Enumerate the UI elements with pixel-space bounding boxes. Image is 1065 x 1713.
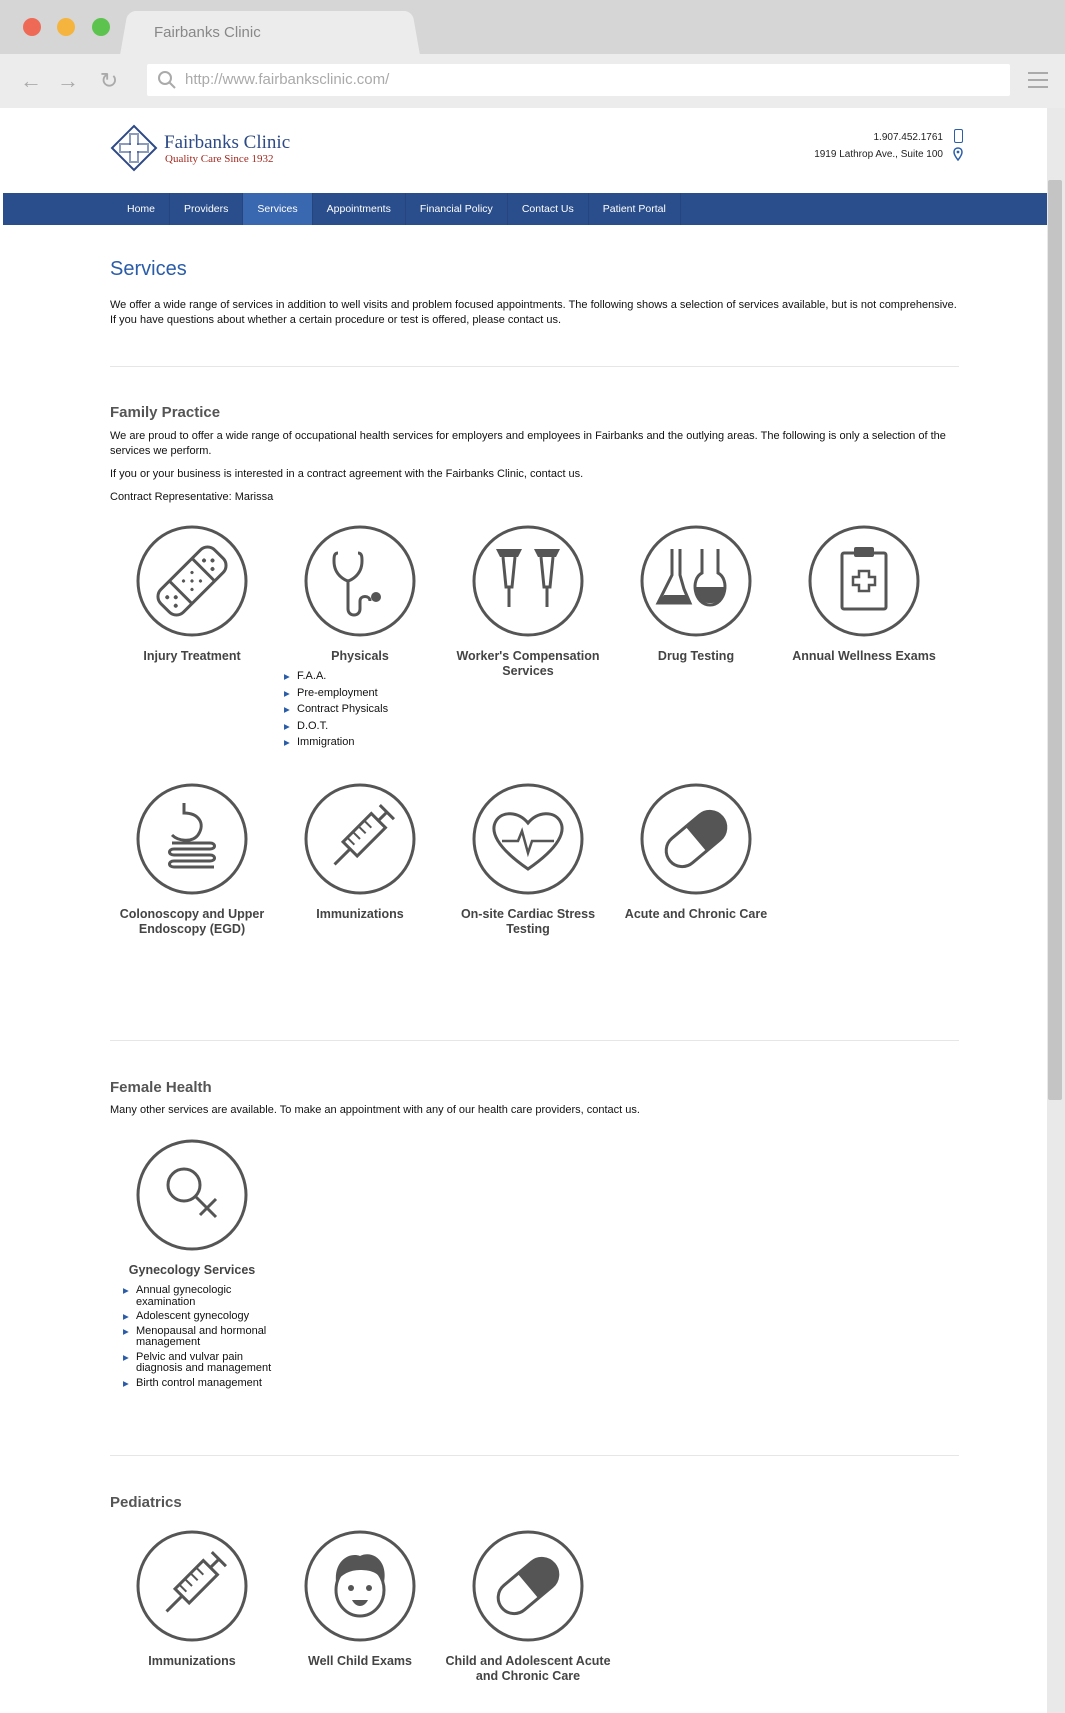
clinic-logo[interactable] [110,124,291,174]
service-well-child-exams[interactable] [276,1530,444,1669]
divider [110,1455,959,1456]
address[interactable]: 1919 Lathrop Ave., Suite 100 [814,149,943,160]
nav-contact-us[interactable]: Contact Us [508,193,589,225]
child-face-icon [304,1530,416,1642]
service-colonoscopy[interactable] [108,783,276,937]
close-window-button[interactable] [23,18,41,36]
section-title-female-health: Female Health [110,1079,212,1096]
service-acute-chronic-care[interactable] [612,783,780,922]
nav-appointments[interactable]: Appointments [313,193,406,225]
service-annual-wellness[interactable] [780,525,948,664]
logo-name: Fairbanks Clinic [164,132,291,153]
list-item: ▶ Contract Physicals [284,704,444,716]
scrollbar-thumb[interactable] [1048,180,1062,1100]
list-item: ▶ Pelvic and vulvar pain diagnosis and management [123,1352,276,1375]
divider [110,1040,959,1041]
flasks-icon [640,525,752,637]
list-item: ▶ Adolescent gynecology [123,1311,276,1323]
digestive-icon [136,783,248,895]
nav-patient-portal[interactable]: Patient Portal [589,193,681,225]
divider [110,366,959,367]
service-label: Colonoscopy and Upper Endoscopy (EGD) [119,907,265,936]
bandage-icon [136,525,248,637]
service-drug-testing[interactable] [612,525,780,664]
tab-bar [0,0,1065,54]
heart-ecg-icon [472,783,584,895]
female-symbol-icon [136,1139,248,1251]
female-health-intro: Many other services are available. To make an appointment with any of our health care providers, contact us. [110,1104,640,1116]
back-arrow-icon[interactable]: ← [20,68,42,93]
main-nav [3,193,1047,225]
nav-financial-policy[interactable]: Financial Policy [406,193,508,225]
family-practice-intro: We are proud to offer a wide range of occupational health services for employers and employees in Fairbanks and the outlying areas. The following is only a selection of the services we perform. [110,430,946,457]
phone-icon [954,129,963,143]
phone-number[interactable]: 1.907.452.1761 [873,132,943,143]
service-pediatric-immunizations[interactable] [108,1530,276,1669]
list-item: ▶ Menopausal and hormonal management [123,1326,276,1349]
service-label: Immunizations [148,1654,236,1668]
service-label: Immunizations [316,907,404,921]
service-physicals[interactable] [276,525,444,754]
browser-chrome [0,0,1065,108]
list-item: ▶ Annual gynecologic examination [123,1285,276,1308]
intro-text: We offer a wide range of services in addition to well visits and problem focused appointments. The following shows a selection of services available, but is not comprehensive. If you have questions about whether a certain procedure or test is offered, please contact us. [110,299,957,326]
pill-icon [640,783,752,895]
service-label: Drug Testing [657,649,735,663]
service-label: On-site Cardiac Stress Testing [460,907,596,936]
service-label: Gynecology Services [128,1263,256,1277]
nav-providers[interactable]: Providers [170,193,243,225]
page-viewport [3,108,1047,1710]
logo-cross-icon [110,124,158,172]
browser-menu-icon[interactable] [1028,72,1048,90]
service-label: Physicals [331,649,389,663]
url-text: http://www.fairbanksclinic.com/ [185,71,390,88]
nav-services[interactable]: Services [243,193,312,225]
reload-icon[interactable]: ↻ [99,68,119,93]
map-pin-icon [953,147,963,161]
gynecology-list [123,1285,276,1389]
list-item: ▶ Immigration [284,737,444,749]
list-item: ▶ D.O.T. [284,721,444,733]
service-injury-treatment[interactable] [108,525,276,664]
minimize-window-button[interactable] [57,18,75,36]
section-title-pediatrics: Pediatrics [110,1494,182,1511]
syringe-icon [304,783,416,895]
service-gynecology[interactable] [108,1139,276,1392]
pill-icon [472,1530,584,1642]
service-label: Acute and Chronic Care [624,907,768,921]
service-label: Annual Wellness Exams [792,649,936,663]
physicals-list [284,671,444,749]
tab-title: Fairbanks Clinic [154,24,261,41]
list-item: ▶ Pre-employment [284,688,444,700]
service-label: Well Child Exams [308,1654,412,1668]
browser-tab[interactable] [130,11,410,54]
service-label: Worker's Compensation Services [456,649,600,678]
service-immunizations[interactable] [276,783,444,922]
contract-representative: Contract Representative: Marissa [110,491,274,503]
service-child-acute-chronic-care[interactable] [444,1530,612,1684]
service-label: Injury Treatment [143,649,241,663]
service-label: Child and Adolescent Acute and Chronic Care [445,1654,611,1683]
logo-tagline: Quality Care Since 1932 [165,153,274,165]
stethoscope-icon [304,525,416,637]
browser-toolbar [0,54,1065,108]
crutches-icon [472,525,584,637]
list-item: ▶ Birth control management [123,1378,276,1390]
service-workers-comp[interactable] [444,525,612,679]
maximize-window-button[interactable] [92,18,110,36]
section-title-family-practice: Family Practice [110,404,221,421]
page-title: Services [110,258,187,280]
list-item: ▶ F.A.A. [284,671,444,683]
service-cardiac-stress[interactable] [444,783,612,937]
address-bar[interactable] [147,64,1010,96]
family-practice-contract: If you or your business is interested in a contract agreement with the Fairbanks Clinic, contact us. [110,468,584,480]
nav-home[interactable]: Home [113,193,170,225]
clipboard-icon [808,525,920,637]
search-icon [157,70,177,90]
syringe-icon [136,1530,248,1642]
forward-arrow-icon[interactable]: → [57,68,79,93]
